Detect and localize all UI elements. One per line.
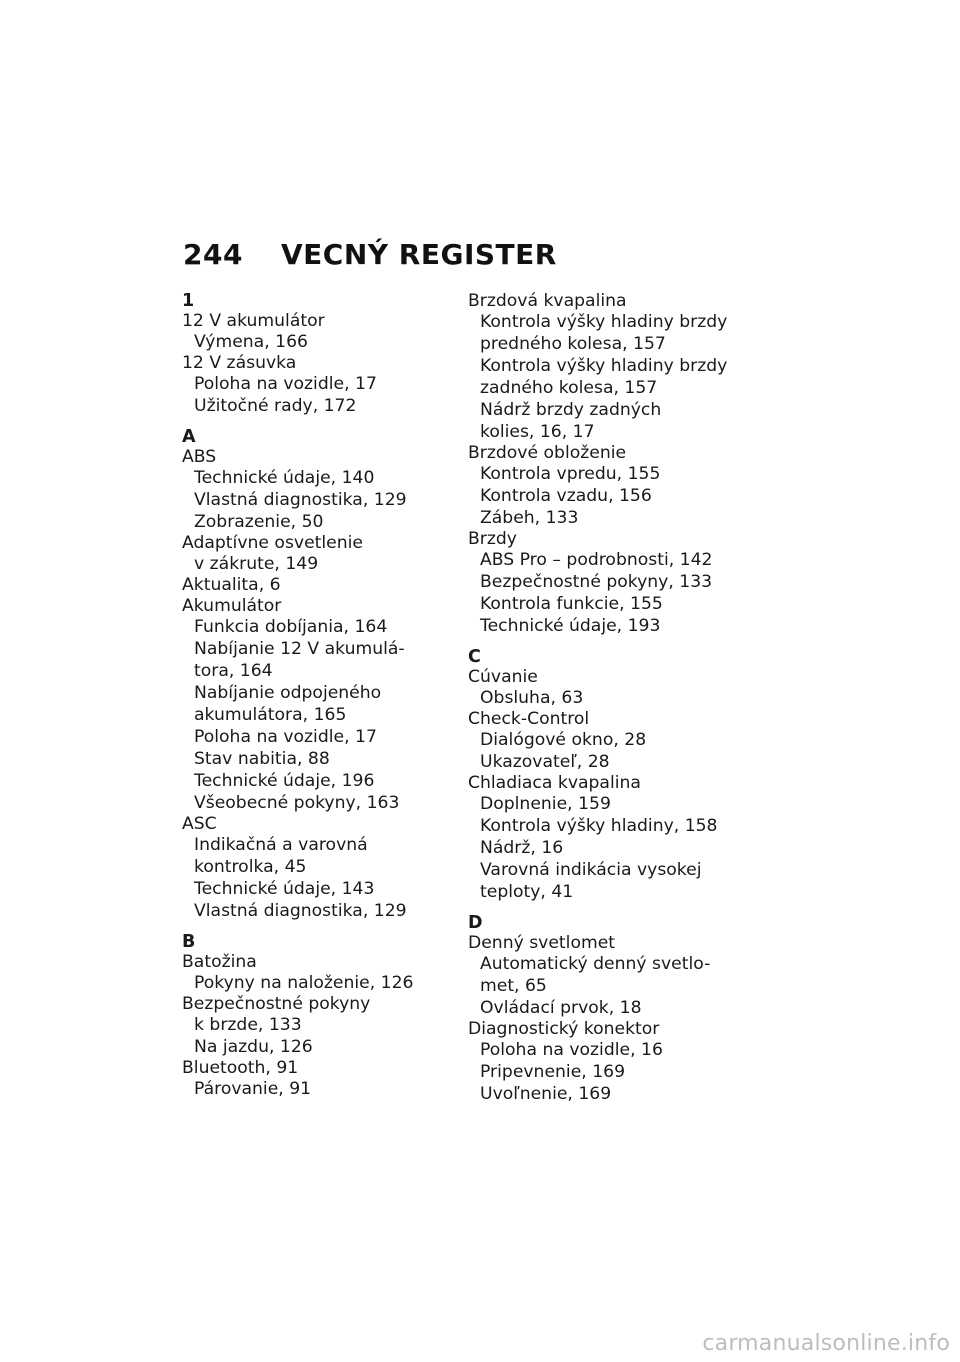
index-subentry: Uvoľnenie, 169 — [480, 1084, 612, 1104]
index-section — [182, 427, 452, 922]
index-subentry: Dialógové okno, 28 — [480, 730, 647, 750]
index-subentry: Technické údaje, 143 — [194, 879, 375, 899]
index-section — [182, 932, 452, 1100]
index-subentry: kolies, 16, 17 — [480, 422, 595, 442]
index-subentry: kontrolka, 45 — [194, 857, 307, 877]
index-subentry: Vlastná diagnostika, 129 — [194, 901, 407, 921]
index-term: Bezpečnostné pokyny — [182, 994, 371, 1014]
index-subentry: teploty, 41 — [480, 882, 574, 902]
index-term: Bluetooth, 91 — [182, 1058, 299, 1078]
index-subentry: predného kolesa, 157 — [480, 334, 666, 354]
index-term: Batožina — [182, 952, 257, 972]
index-subentry: Pripevnenie, 169 — [480, 1062, 626, 1082]
section-letter: 1 — [182, 291, 195, 311]
index-section — [468, 913, 743, 1105]
index-subentry: Kontrola výšky hladiny brzdy — [480, 356, 728, 376]
index-section — [468, 291, 743, 637]
index-subentry: Technické údaje, 196 — [194, 771, 375, 791]
index-subentry: Varovná indikácia vysokej — [480, 860, 702, 880]
index-subentry: Nádrž, 16 — [480, 838, 564, 858]
index-subentry: Obsluha, 63 — [480, 688, 584, 708]
index-subentry: Ukazovateľ, 28 — [480, 752, 610, 772]
index-subentry: Párovanie, 91 — [194, 1079, 312, 1099]
index-subentry: Technické údaje, 193 — [480, 616, 661, 636]
index-subentry: Poloha na vozidle, 17 — [194, 374, 377, 394]
index-subentry: Kontrola výšky hladiny brzdy — [480, 312, 728, 332]
index-subentry: Pokyny na naloženie, 126 — [194, 973, 414, 993]
index-subentry: Kontrola výšky hladiny, 158 — [480, 816, 718, 836]
index-column-left — [182, 291, 452, 1110]
index-subentry: Ovládací prvok, 18 — [480, 998, 642, 1018]
index-subentry: Poloha na vozidle, 17 — [194, 727, 377, 747]
index-term: Cúvanie — [468, 667, 538, 687]
watermark: carmanualsonline.info — [702, 1331, 950, 1356]
section-letter: C — [468, 647, 481, 667]
index-term: Diagnostický konektor — [468, 1019, 660, 1039]
index-subentry: met, 65 — [480, 976, 547, 996]
index-subentry: v zákrute, 149 — [194, 554, 319, 574]
section-letter: B — [182, 932, 196, 952]
index-subentry: k brzde, 133 — [194, 1015, 302, 1035]
index-subentry: Funkcia dobíjania, 164 — [194, 617, 388, 637]
index-subentry: Poloha na vozidle, 16 — [480, 1040, 663, 1060]
index-subentry: ABS Pro – podrobnosti, 142 — [480, 550, 713, 570]
index-subentry: Zábeh, 133 — [480, 508, 579, 528]
index-subentry: Na jazdu, 126 — [194, 1037, 313, 1057]
page-header — [183, 238, 557, 271]
index-term: Aktualita, 6 — [182, 575, 281, 595]
index-subentry: Indikačná a varovná — [194, 835, 368, 855]
index-term: Brzdová kvapalina — [468, 291, 627, 311]
index-subentry: Stav nabitia, 88 — [194, 749, 330, 769]
index-subentry: Kontrola vpredu, 155 — [480, 464, 661, 484]
index-subentry: Užitočné rady, 172 — [194, 396, 357, 416]
index-subentry: tora, 164 — [194, 661, 273, 681]
page-number: 244 — [183, 238, 243, 271]
index-term: 12 V akumulátor — [182, 311, 325, 331]
index-term: Chladiaca kvapalina — [468, 773, 641, 793]
index-term: ASC — [182, 814, 217, 834]
index-term: Akumulátor — [182, 596, 282, 616]
index-subentry: Všeobecné pokyny, 163 — [194, 793, 400, 813]
index-term: 12 V zásuvka — [182, 353, 297, 373]
index-subentry: akumulátora, 165 — [194, 705, 347, 725]
index-subentry: Nádrž brzdy zadných — [480, 400, 662, 420]
index-column-right — [468, 291, 743, 1115]
index-term: Brzdy — [468, 529, 517, 549]
index-subentry: Automatický denný svetlo- — [480, 954, 711, 974]
index-subentry: zadného kolesa, 157 — [480, 378, 658, 398]
index-term: Check-Control — [468, 709, 590, 729]
index-term: ABS — [182, 447, 217, 467]
index-subentry: Doplnenie, 159 — [480, 794, 611, 814]
index-subentry: Vlastná diagnostika, 129 — [194, 490, 407, 510]
page-title: VECNÝ REGISTER — [281, 238, 557, 271]
index-subentry: Bezpečnostné pokyny, 133 — [480, 572, 713, 592]
index-subentry: Zobrazenie, 50 — [194, 512, 324, 532]
index-section — [182, 291, 452, 417]
index-subentry: Výmena, 166 — [194, 332, 308, 352]
index-term: Brzdové obloženie — [468, 443, 627, 463]
index-term: Adaptívne osvetlenie — [182, 533, 363, 553]
index-subentry: Nabíjanie odpojeného — [194, 683, 382, 703]
index-section — [468, 647, 743, 903]
index-subentry: Technické údaje, 140 — [194, 468, 375, 488]
index-subentry: Kontrola funkcie, 155 — [480, 594, 663, 614]
section-letter: D — [468, 913, 483, 933]
index-term: Denný svetlomet — [468, 933, 616, 953]
section-letter: A — [182, 427, 196, 447]
index-subentry: Kontrola vzadu, 156 — [480, 486, 652, 506]
index-subentry: Nabíjanie 12 V akumulá- — [194, 639, 405, 659]
